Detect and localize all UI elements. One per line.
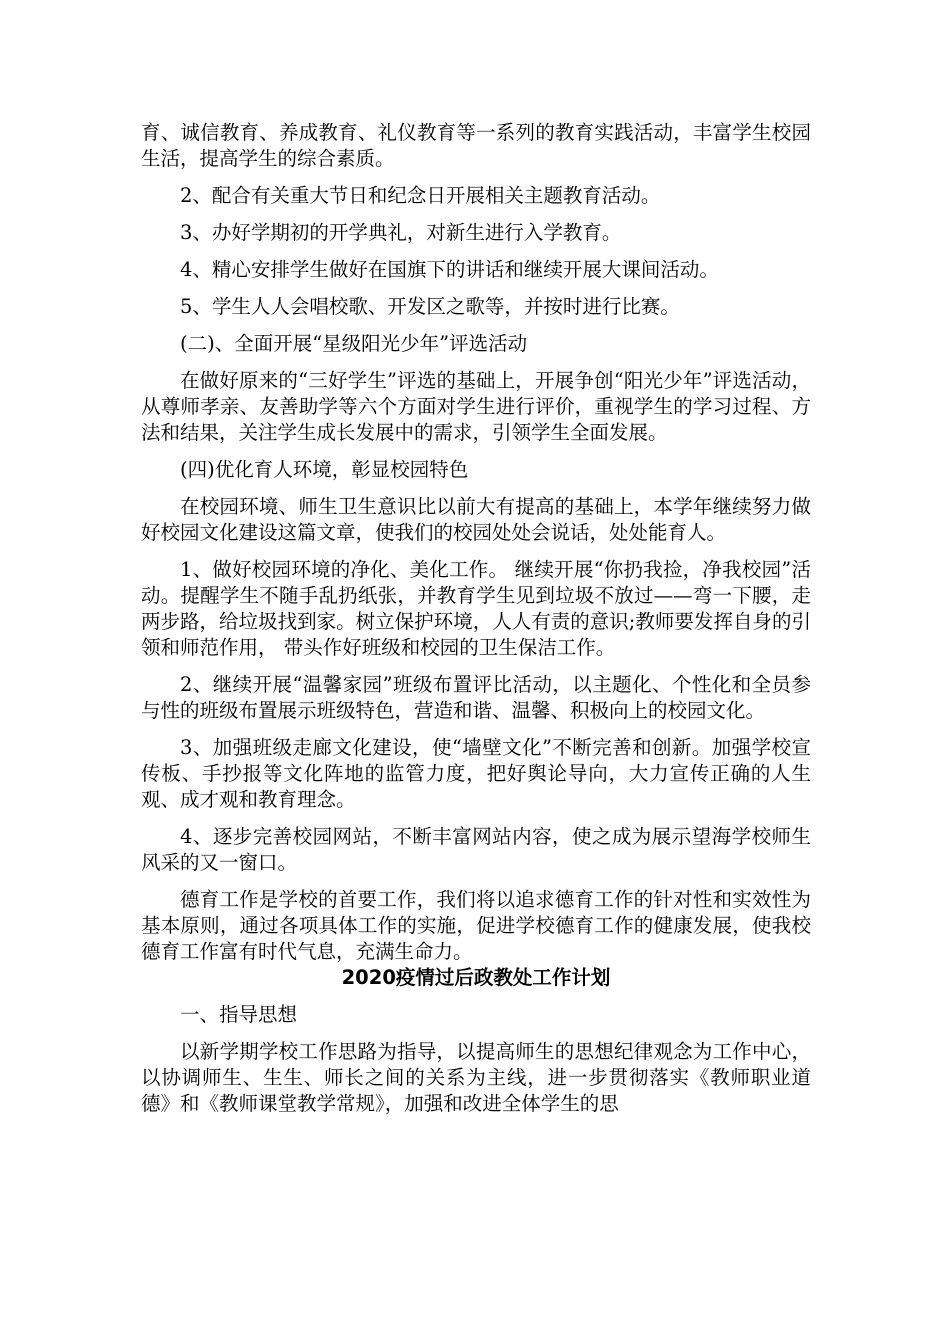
paragraph-env-item-1: 1、做好校园环境的净化、美化工作。 继续开展“你扔我捡，净我校园”活动。提醒学生不随手乱扔纸张，并教育学生见到垃圾不放过——弯一下腰，走两步路，给垃圾找到家。树立保护环境，人人有责的意识;教师要发挥自身的引领和师范作用， 带头作好班级和校园的卫生保洁工作。 [141, 558, 811, 659]
subheading-environment: (四)优化育人环境，彰显校园特色 [180, 458, 469, 481]
paragraph-env-item-3: 3、加强班级走廊文化建设，使“墙壁文化”不断完善和创新。加强学校宣传板、手抄报等文化阵地的监管力度，把好舆论导向，大力宣传正确的人生观、成才观和教育理念。 [141, 736, 811, 811]
heading-guiding-ideology: 一、指导思想 [180, 1003, 298, 1026]
paragraph-continued: 育、诚信教育、养成教育、礼仪教育等一系列的教育实践活动，丰富学生校园生活，提高学生的综合素质。 [141, 121, 811, 170]
paragraph-item-4: 4、精心安排学生做好在国旗下的讲话和继续开展大课间活动。 [180, 258, 719, 281]
paragraph-item-3: 3、办好学期初的开学典礼，对新生进行入学教育。 [180, 221, 622, 244]
subheading-star-youth: (二)、全面开展“星级阳光少年”评选活动 [180, 332, 528, 355]
document-page [141, 120, 811, 1117]
paragraph-item-5: 5、学生人人会唱校歌、开发区之歌等，并按时进行比赛。 [180, 295, 680, 318]
section-title: 2020疫情过后政教处工作计划 [341, 966, 611, 989]
paragraph-item-2: 2、配合有关重大节日和纪念日开展相关主题教育活动。 [180, 184, 661, 207]
paragraph-env-item-2: 2、继续开展“温馨家园”班级布置评比活动，以主题化、个性化和全员参与性的班级布置展示班级特色，营造和谐、温馨、积极向上的校园文化。 [141, 673, 811, 722]
paragraph-conclusion: 德育工作是学校的首要工作，我们将以追求德育工作的针对性和实效性为基本原则，通过各项具体工作的实施，促进学校德育工作的健康发展，使我校德育工作富有时代气息，充满生命力。 [141, 888, 811, 963]
paragraph-star-youth: 在做好原来的“三好学生”评选的基础上，开展争创“阳光少年”评选活动，从尊师孝亲、友善助学等六个方面对学生进行评价，重视学生的学习过程、方法和结果，关注学生成长发展中的需求，引领学生全面发展。 [141, 369, 811, 444]
paragraph-guiding-ideology: 以新学期学校工作思路为指导，以提高师生的思想纪律观念为工作中心，以协调师生、生生、师长之间的关系为主线，进一步贯彻落实《教师职业道德》和《教师课堂教学常规》，加强和改进全体学生的思 [141, 1040, 811, 1115]
paragraph-environment-intro: 在校园环境、师生卫生意识比以前大有提高的基础上，本学年继续努力做好校园文化建设这篇文章，使我们的校园处处会说话，处处能育人。 [141, 495, 811, 544]
paragraph-env-item-4: 4、逐步完善校园网站，不断丰富网站内容，使之成为展示望海学校师生风采的又一窗口。 [141, 825, 811, 874]
